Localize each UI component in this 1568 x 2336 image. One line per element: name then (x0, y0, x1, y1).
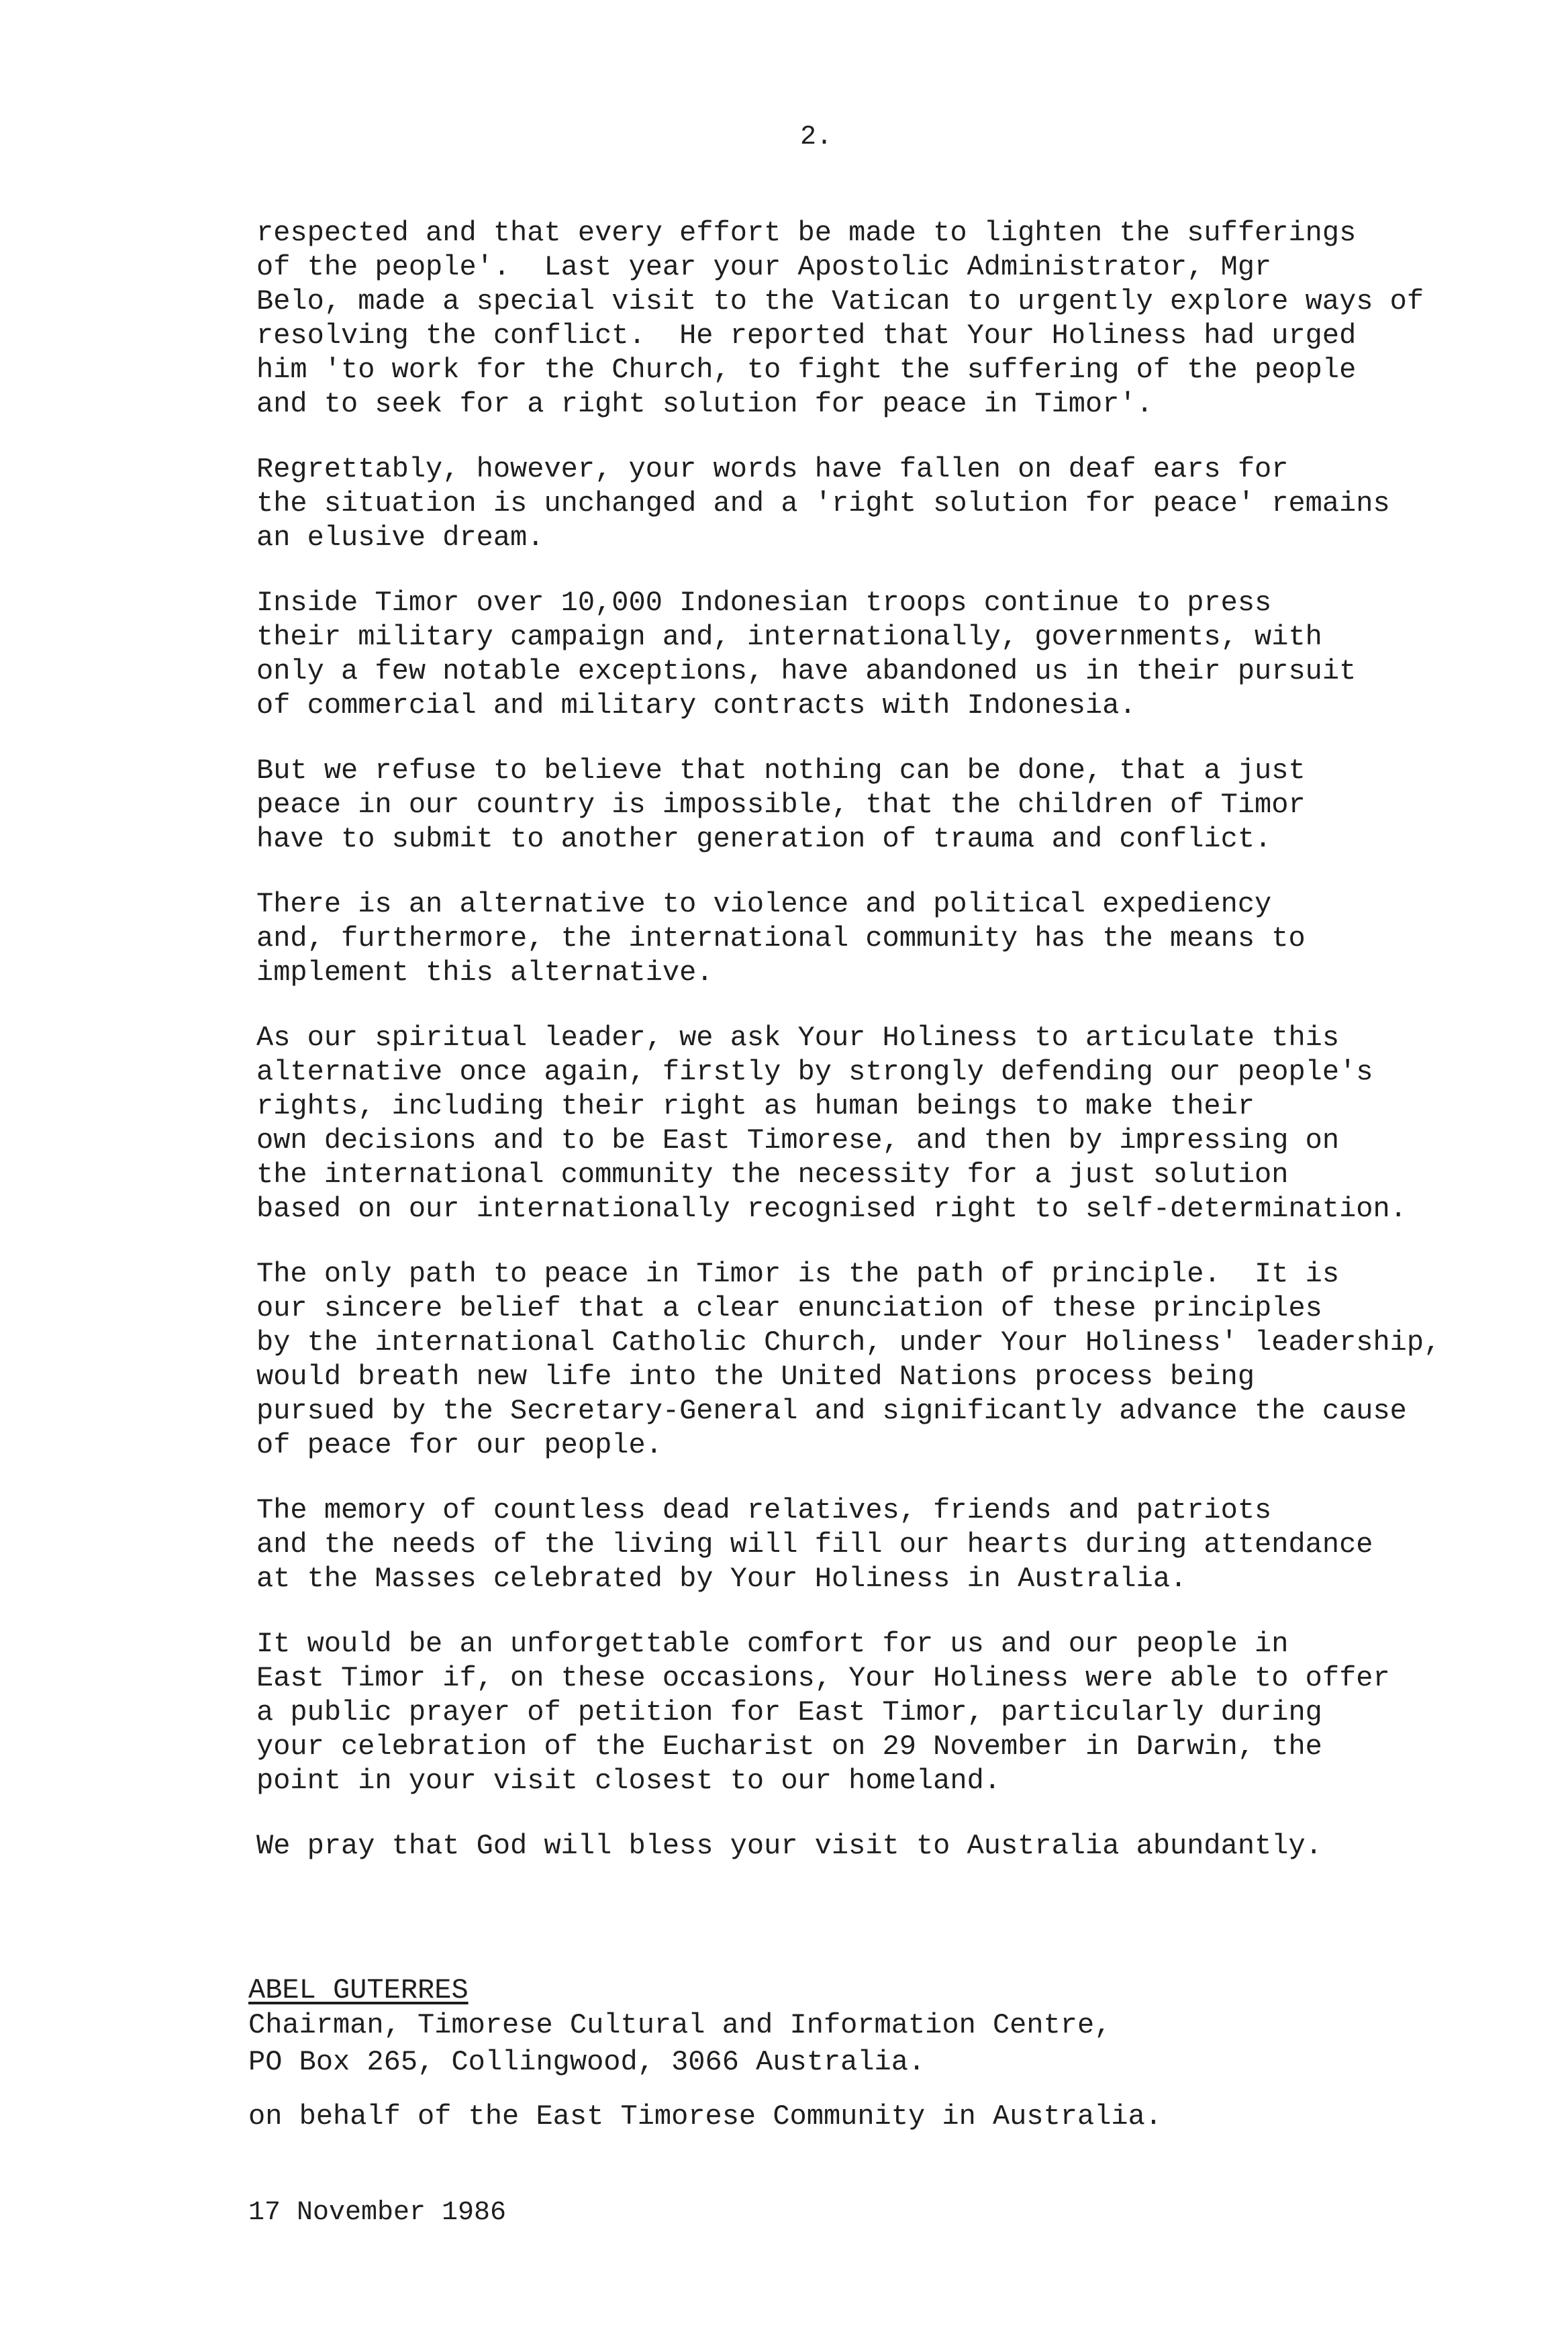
text-line: We pray that God will bless your visit to Australia abundantly. (256, 1830, 1322, 1862)
text-line: Regrettably, however, your words have fallen on deaf ears for (256, 453, 1289, 485)
paragraph-2 (256, 452, 1532, 555)
text-line: The only path to peace in Timor is the path of principle. It is (256, 1258, 1340, 1290)
signatory-title: Chairman, Timorese Cultural and Information Centre, (248, 2009, 1112, 2041)
text-line: It would be an unforgettable comfort for us and our people in (256, 1628, 1289, 1660)
paragraph-9 (256, 1627, 1532, 1798)
text-line: of the people'. Last year your Apostolic Administrator, Mgr (256, 251, 1272, 283)
text-line: own decisions and to be East Timorese, and then by impressing on (256, 1124, 1340, 1157)
text-line: would breath new life into the United Nations process being (256, 1361, 1255, 1393)
text-line: the international community the necessity for a just solution (256, 1159, 1289, 1191)
text-line: The memory of countless dead relatives, friends and patriots (256, 1494, 1272, 1526)
text-line: only a few notable exceptions, have abandoned us in their pursuit (256, 655, 1357, 687)
text-line: him 'to work for the Church, to fight the suffering of the people (256, 354, 1357, 386)
letter-date: 17 November 1986 (248, 2198, 507, 2228)
text-line: at the Masses celebrated by Your Holiness in Australia. (256, 1563, 1187, 1595)
text-line: Inside Timor over 10,000 Indonesian troops continue to press (256, 587, 1272, 619)
signatory-name: ABEL GUTERRES (248, 1974, 469, 2006)
page-number: 2. (800, 122, 833, 152)
paragraph-8 (256, 1494, 1532, 1596)
letter-body (256, 216, 1532, 1894)
text-line: of commercial and military contracts with Indonesia. (256, 689, 1136, 722)
signature-block (248, 1974, 1111, 2081)
text-line: the situation is unchanged and a 'right solution for peace' remains (256, 487, 1390, 520)
paragraph-1 (256, 216, 1532, 422)
text-line: respected and that every effort be made to lighten the sufferings (256, 217, 1357, 249)
text-line: our sincere belief that a clear enunciation of these principles (256, 1292, 1322, 1324)
on-behalf-line: on behalf of the East Timorese Community in Australia. (248, 2100, 1163, 2133)
text-line: by the international Catholic Church, under Your Holiness' leadership, (256, 1326, 1441, 1359)
text-line: implement this alternative. (256, 957, 714, 989)
paragraph-3 (256, 586, 1532, 723)
text-line: based on our internationally recognised right to self-determination. (256, 1193, 1407, 1225)
paragraph-10 (256, 1829, 1532, 1863)
text-line: have to submit to another generation of trauma and conflict. (256, 823, 1272, 855)
text-line: Belo, made a special visit to the Vatican to urgently explore ways of (256, 285, 1424, 318)
text-line: peace in our country is impossible, that the children of Timor (256, 789, 1306, 821)
text-line: There is an alternative to violence and political expediency (256, 888, 1272, 920)
text-line: point in your visit closest to our homeland. (256, 1765, 1001, 1797)
text-line: But we refuse to believe that nothing can be done, that a just (256, 755, 1306, 787)
text-line: and the needs of the living will fill our hearts during attendance (256, 1528, 1373, 1561)
text-line: East Timor if, on these occasions, Your Holiness were able to offer (256, 1662, 1390, 1694)
text-line: pursued by the Secretary-General and significantly advance the cause (256, 1395, 1407, 1427)
text-line: a public prayer of petition for East Timor, particularly during (256, 1696, 1322, 1729)
signatory-address: PO Box 265, Collingwood, 3066 Australia. (248, 2046, 926, 2078)
text-line: and, furthermore, the international community has the means to (256, 922, 1306, 955)
text-line: their military campaign and, internationally, governments, with (256, 621, 1322, 653)
text-line: rights, including their right as human beings to make their (256, 1090, 1255, 1122)
paragraph-6 (256, 1021, 1532, 1226)
text-line: resolving the conflict. He reported that Your Holiness had urged (256, 320, 1357, 352)
text-line: an elusive dream. (256, 522, 544, 554)
text-line: your celebration of the Eucharist on 29 November in Darwin, the (256, 1731, 1322, 1763)
paragraph-5 (256, 887, 1532, 990)
paragraph-7 (256, 1257, 1532, 1463)
text-line: alternative once again, firstly by strongly defending our people's (256, 1056, 1373, 1088)
text-line: As our spiritual leader, we ask Your Holiness to articulate this (256, 1022, 1340, 1054)
text-line: of peace for our people. (256, 1429, 663, 1461)
paragraph-4 (256, 754, 1532, 857)
text-line: and to seek for a right solution for peace in Timor'. (256, 388, 1153, 420)
